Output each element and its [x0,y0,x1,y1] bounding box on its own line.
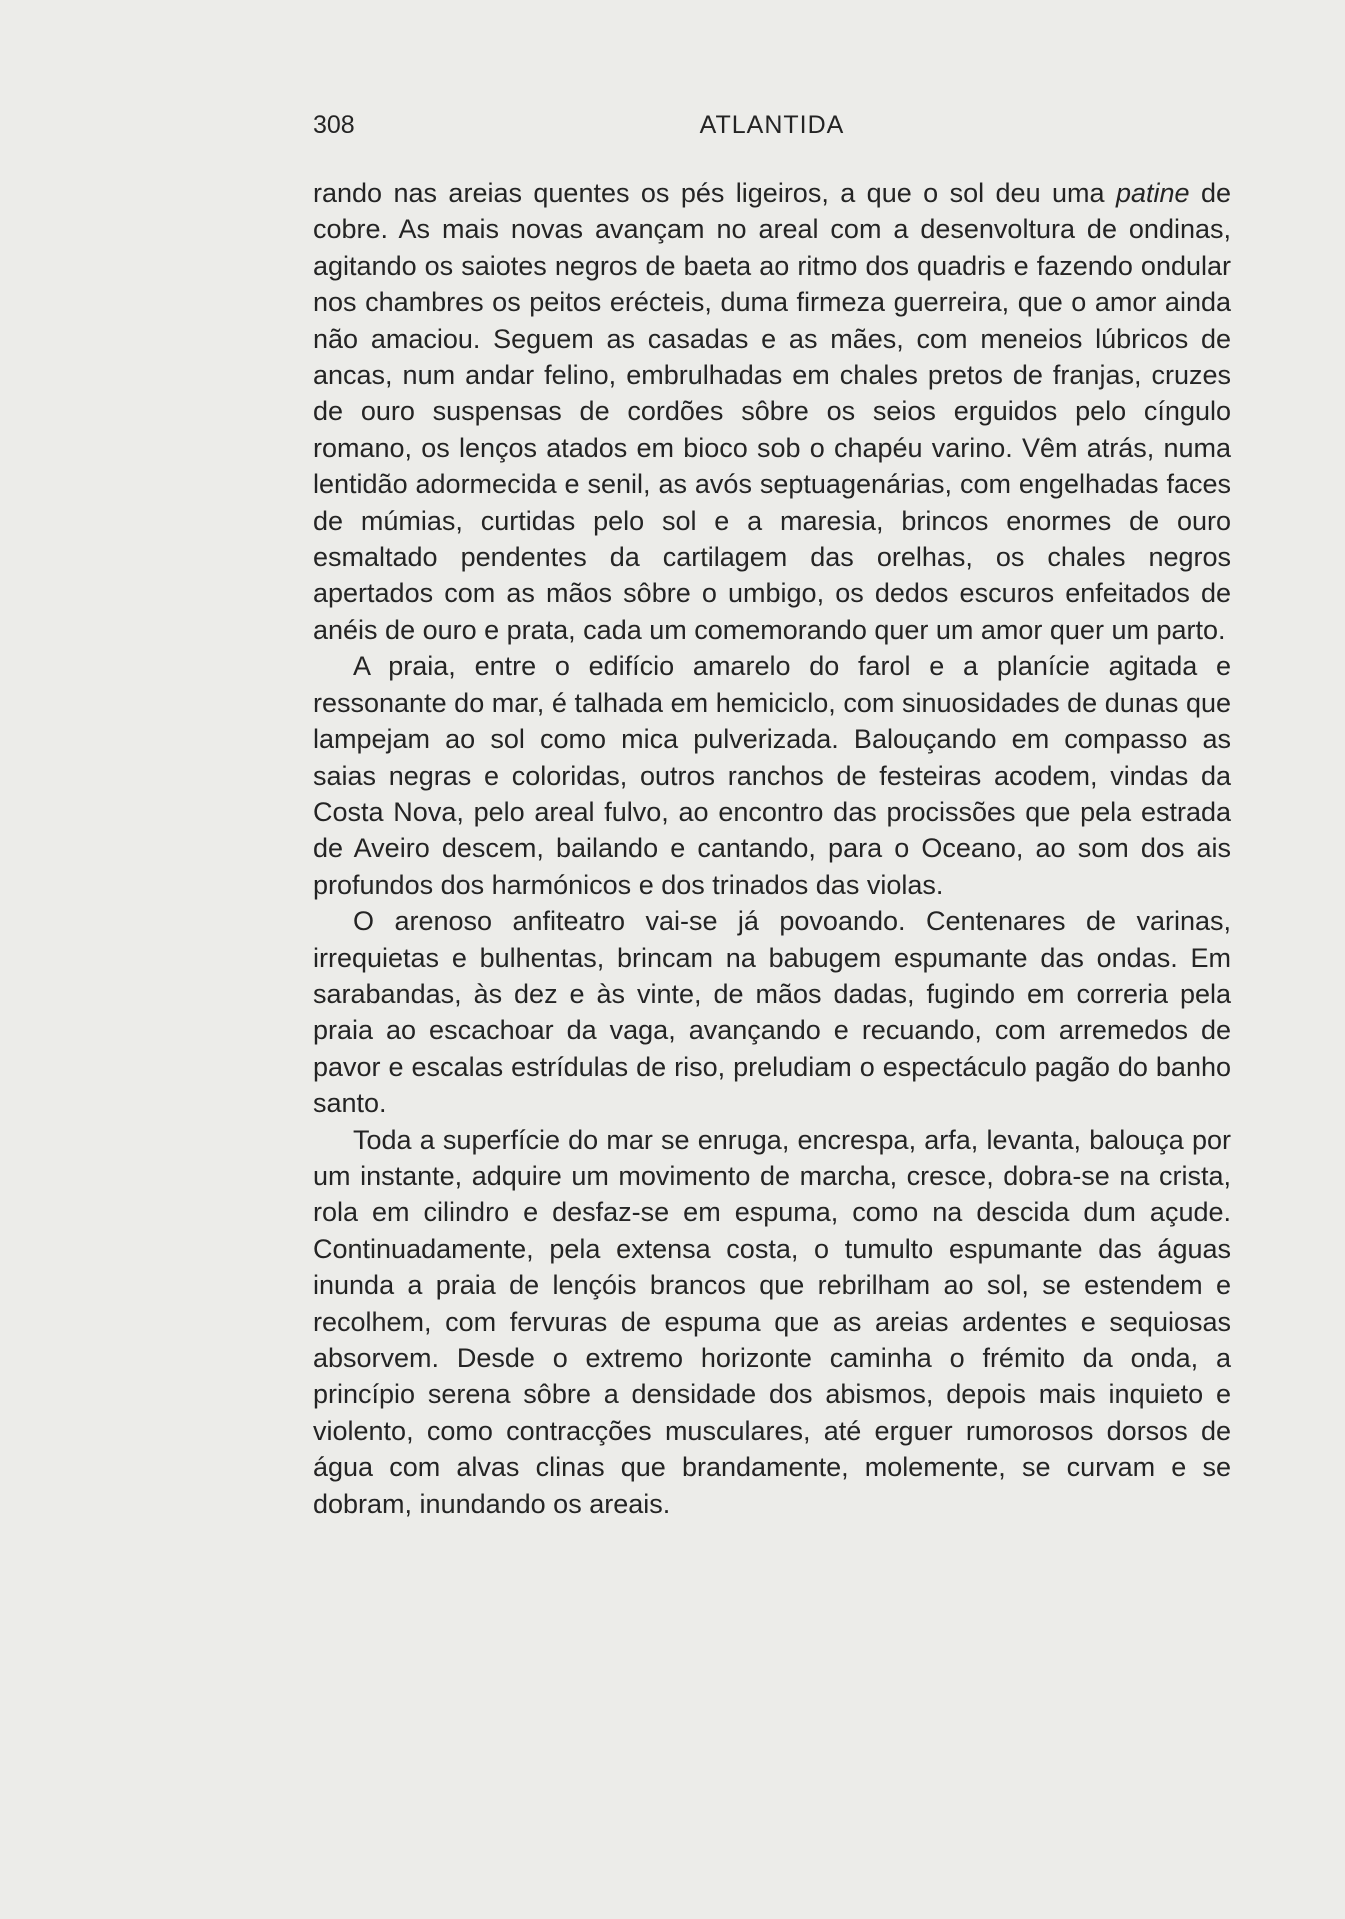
page-number: 308 [313,111,355,139]
paragraph-2: A praia, entre o edifício amarelo do farol e a planície agitada e ressonante do mar, é talhada em hemiciclo, com sinuosidades de dunas que lampejam ao sol como mica pulverizada. Balouçando em compasso as saias negras e coloridas, outros ranchos de festeiras acodem, vindas da Costa Nova, pelo areal fulvo, ao encontro das procissões que pela estrada de Aveiro descem, bailando e cantando, para o Oceano, ao som dos ais profundos dos harmónicos e dos trinados das violas. [313,651,1231,900]
running-title: ATLANTIDA [699,111,845,139]
paragraph-4: Toda a superfície do mar se enruga, encrespa, arfa, levanta, balouça por um instante, adquire um movimento de marcha, cresce, dobra-se na crista, rola em cilindro e desfaz-se em espuma, como na descida dum açude. Continuadamente, pela extensa costa, o tumulto espumante das águas inunda a praia de lençóis brancos que rebrilham ao sol, se estendem e recolhem, com fervuras de espuma que as areias ardentes e sequiosas absorvem. Desde o extremo horizonte caminha o frémito da onda, a princípio serena sôbre a densidade dos abismos, depois mais inquieto e violento, como contracções musculares, até erguer rumorosos dorsos de água com alvas clinas que brandamente, molemente, se curvam e se dobram, inundando os areais. [313,1124,1231,1519]
page-header [313,107,1231,143]
paragraph-1 [313,175,1231,648]
paragraph-3: O arenoso anfiteatro vai-se já povoando. Centenares de varinas, irrequietas e bulhentas, brincam na babugem espumante das ondas. Em sarabandas, às dez e às vinte, de mãos dadas, fugindo em correria pela praia ao escachoar da vaga, avançando e recuando, com arremedos de pavor e escalas estrídulas de riso, preludiam o espectáculo pagão do banho santo. [313,906,1231,1119]
italic-term-patine: patine [1115,178,1190,208]
body-text [313,175,1231,1522]
paragraph-1-text-start: rando nas areias quentes os pés ligeiros, a que o sol deu uma [313,178,1116,208]
paragraph-1-text-end: de cobre. As mais novas avançam no areal com a desenvoltura de ondinas, agitando os saiotes negros de baeta ao ritmo dos quadris e fazendo ondular nos chambres os peitos erécteis, duma firmeza guerreira, que o amor ainda não amaciou. Seguem as casadas e as mães, com meneios lúbricos de ancas, num andar felino, embrulhadas em chales pretos de franjas, cruzes de ouro suspensas de cordões sôbre os seios erguidos pelo cíngulo romano, os lenços atados em bioco sob o chapéu varino. Vêm atrás, numa lentidão adormecida e senil, as avós septuagenárias, com engelhadas faces de múmias, curtidas pelo sol e a maresia, brincos enormes de ouro esmaltado pendentes da cartilagem das orelhas, os chales negros apertados com as mãos sôbre o umbigo, os dedos escuros enfeitados de anéis de ouro e prata, cada um comemorando quer um amor quer um parto. [313,178,1231,645]
